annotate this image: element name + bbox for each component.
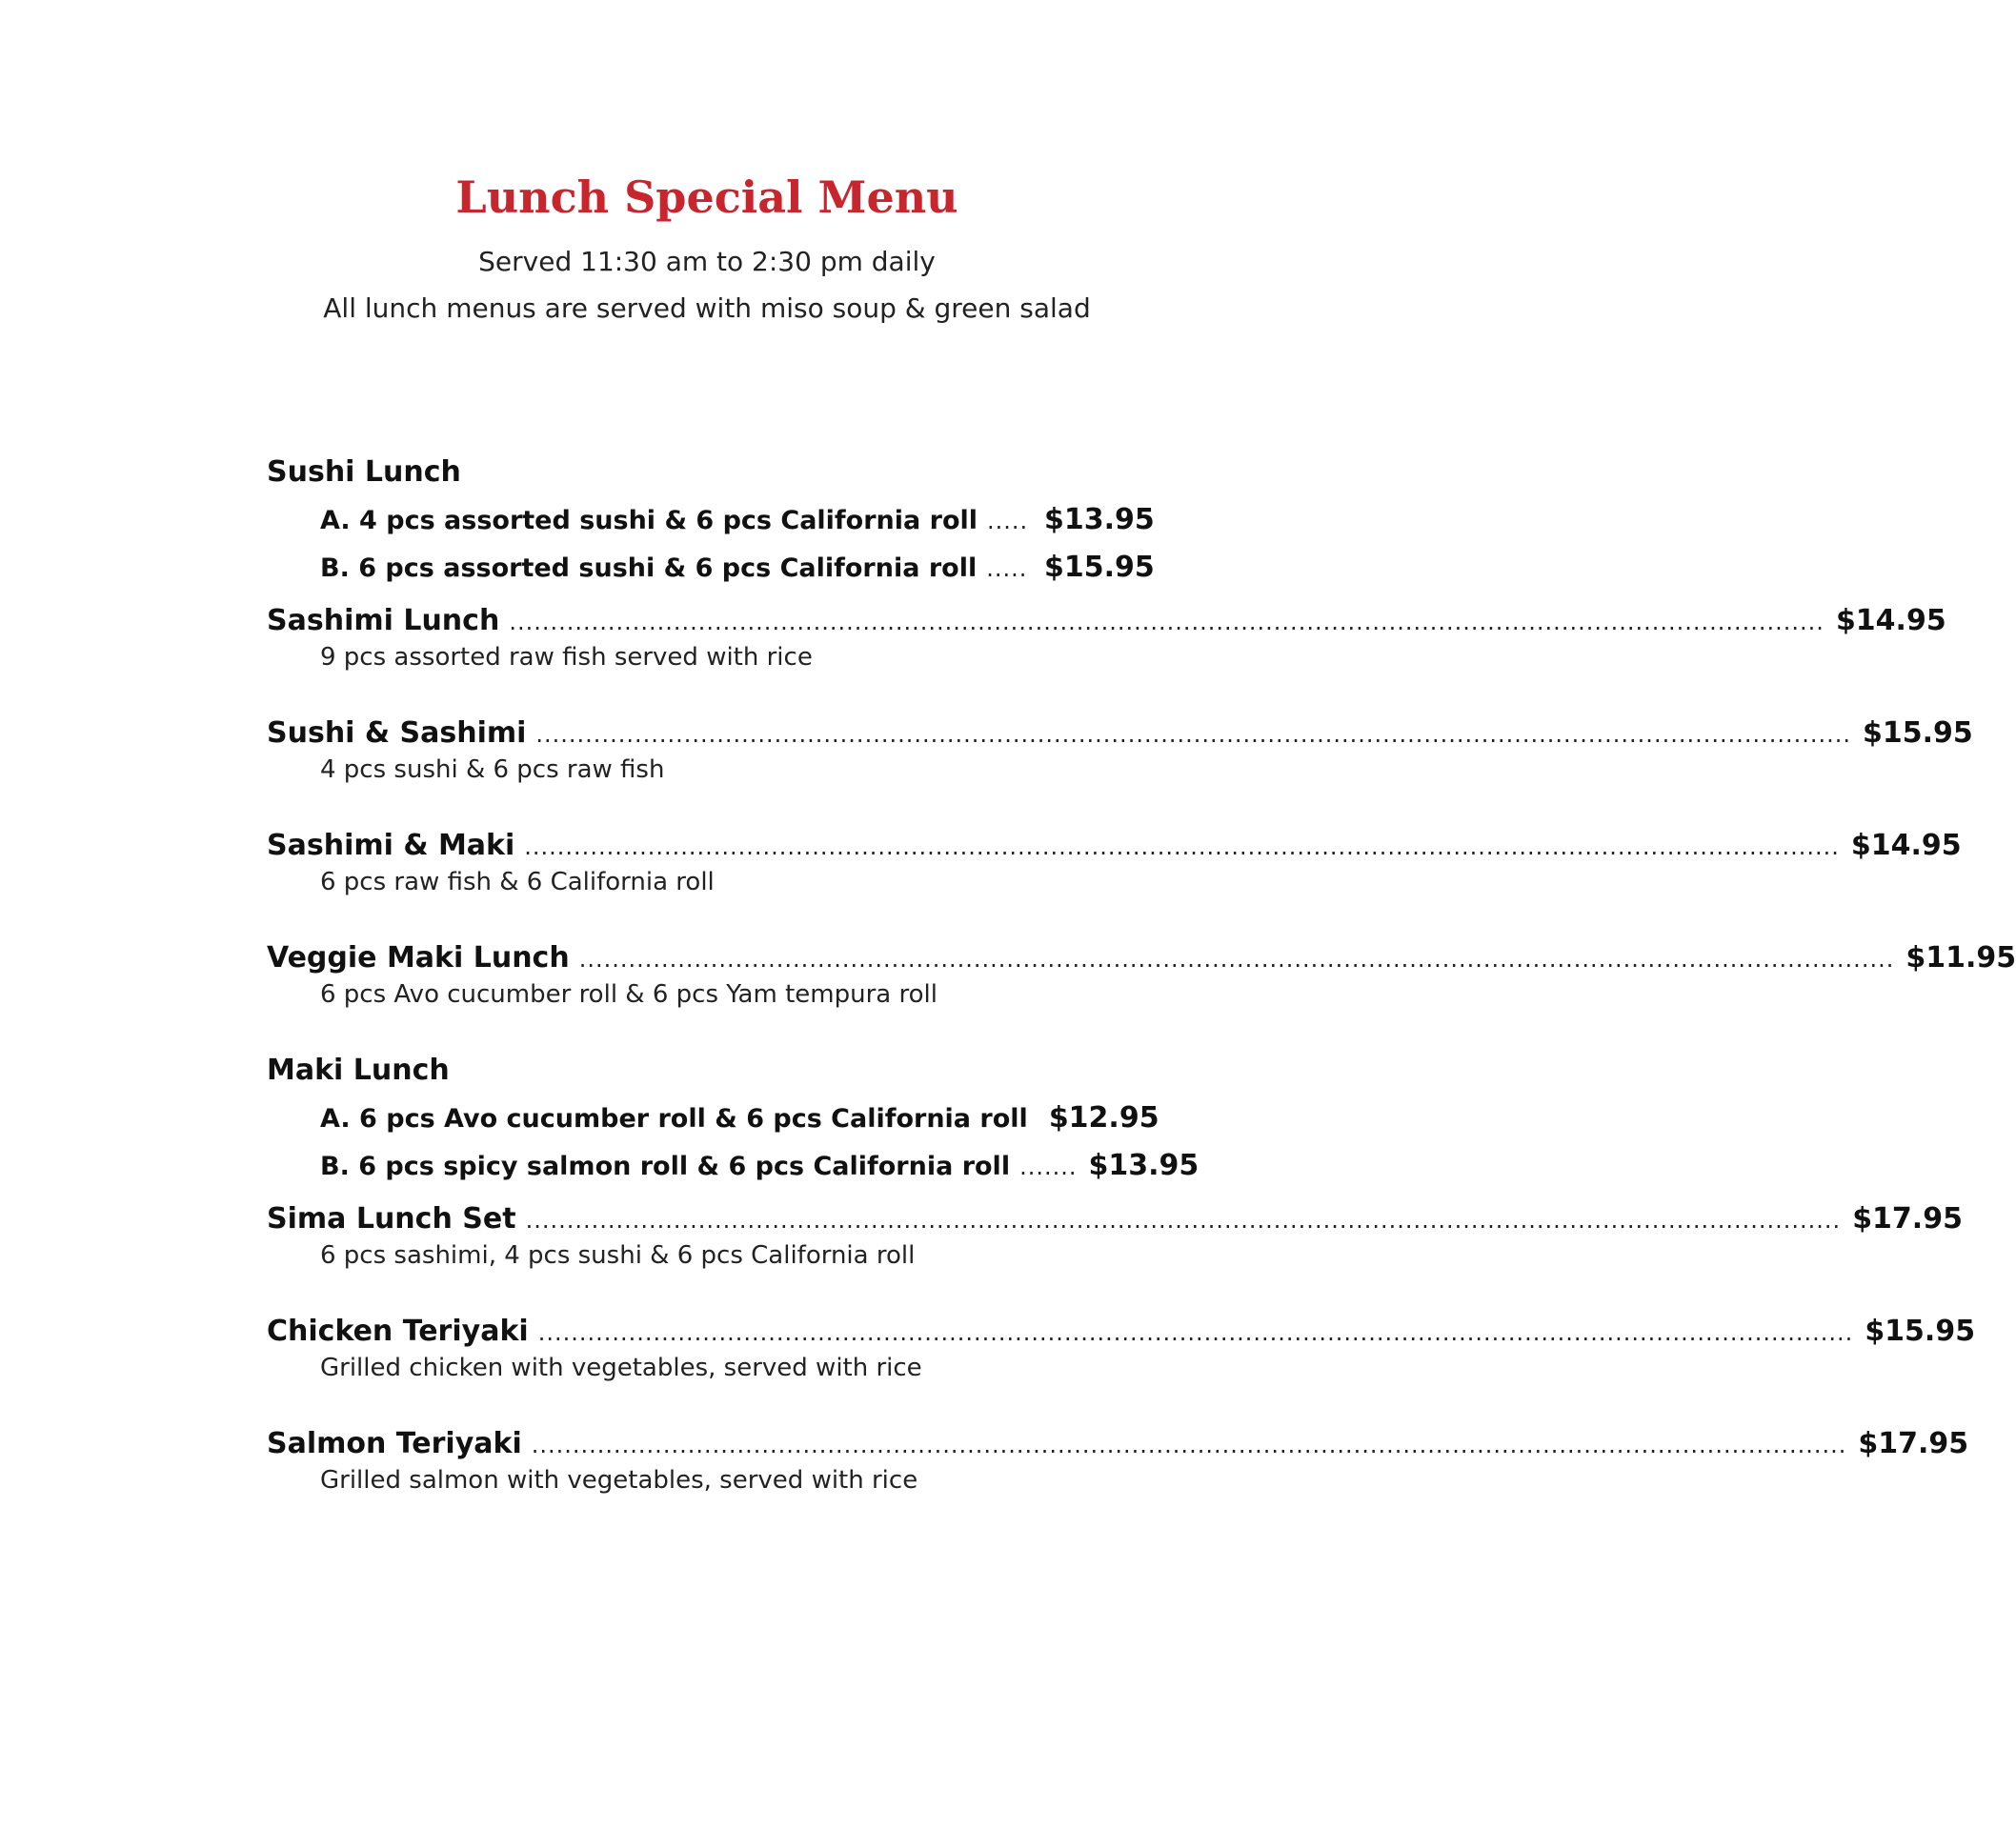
item-description: 6 pcs Avo cucumber roll & 6 pcs Yam tempura roll: [320, 980, 937, 1009]
menu-item-sushi-sashimi: [267, 714, 1973, 786]
page-title: Lunch Special Menu: [455, 171, 958, 223]
menu-section-sushi-lunch: [267, 452, 1155, 588]
item-description: Grilled chicken with vegetables, served with rice: [320, 1354, 922, 1382]
menu-option: [267, 1146, 1200, 1186]
menu-item-salmon-teriyaki: [267, 1424, 1969, 1497]
dot-leader: ................................................................................................................................................................: [537, 1319, 1854, 1346]
option-price: $13.95: [1088, 1149, 1200, 1182]
item-price: $17.95: [1858, 1427, 1969, 1460]
option-name: B. 6 pcs assorted sushi & 6 pcs California roll: [320, 553, 978, 583]
menu-section-maki-lunch: [267, 1051, 1200, 1186]
menu-item-sashimi-maki: [267, 826, 1962, 898]
item-name: Salmon Teriyaki: [267, 1427, 522, 1460]
item-price: $14.95: [1835, 604, 1946, 637]
item-name: Sushi & Sashimi: [267, 716, 527, 750]
option-name: A. 4 pcs assorted sushi & 6 pcs California roll: [320, 506, 978, 535]
item-name: Sashimi Lunch: [267, 604, 500, 637]
item-name: Veggie Maki Lunch: [267, 941, 570, 975]
dot-leader: ................................................................................................................................................................: [531, 1432, 1847, 1458]
item-price: $15.95: [1863, 716, 1973, 750]
item-price: $15.95: [1865, 1315, 1976, 1348]
dot-leader: ................................................................................................................................................................: [578, 946, 1895, 973]
option-price: $15.95: [1044, 551, 1155, 584]
item-description: 9 pcs assorted raw fish served with rice: [320, 643, 813, 672]
item-description: Grilled salmon with vegetables, served with rice: [320, 1466, 918, 1495]
option-price: $13.95: [1044, 503, 1155, 536]
serving-note: All lunch menus are served with miso soup & green salad: [323, 292, 1091, 324]
menu-item-sima-lunch-set: [267, 1199, 1963, 1272]
dot-leader: ................................................................................................................................................................: [535, 721, 1852, 748]
dot-leader: ................................................................................................................................................................: [525, 1207, 1842, 1234]
dot-leader: ................................................................................................................................................................: [524, 834, 1840, 860]
option-name: A. 6 pcs Avo cucumber roll & 6 pcs California roll: [320, 1104, 1028, 1134]
menu-list: [267, 452, 2016, 1537]
item-name: Sima Lunch Set: [267, 1202, 516, 1236]
item-description: 6 pcs raw fish & 6 California roll: [320, 868, 715, 896]
menu-item-sashimi-lunch: [267, 601, 1946, 673]
option-price: $12.95: [1048, 1101, 1159, 1135]
item-price: $17.95: [1852, 1202, 1963, 1236]
dot-leader: .....: [986, 555, 1028, 582]
option-name: B. 6 pcs spicy salmon roll & 6 pcs California roll: [320, 1152, 1011, 1181]
serving-hours: Served 11:30 am to 2:30 pm daily: [478, 246, 936, 277]
dot-leader: .....: [987, 508, 1029, 534]
section-heading: Maki Lunch: [267, 1054, 450, 1087]
dot-leader: .......: [1019, 1154, 1078, 1180]
item-price: $14.95: [1850, 829, 1962, 862]
item-name: Sashimi & Maki: [267, 829, 515, 862]
dot-leader: ................................................................................................................................................................: [509, 609, 1824, 635]
item-description: 4 pcs sushi & 6 pcs raw fish: [320, 755, 665, 784]
item-name: Chicken Teriyaki: [267, 1315, 529, 1348]
menu-item-chicken-teriyaki: [267, 1312, 1976, 1384]
menu-option: [267, 548, 1155, 588]
menu-option: [267, 500, 1155, 540]
section-heading: Sushi Lunch: [267, 455, 461, 489]
menu-item-veggie-maki-lunch: [267, 938, 2016, 1011]
menu-option: [267, 1098, 1159, 1138]
item-price: $11.95: [1905, 941, 2016, 975]
item-description: 6 pcs sashimi, 4 pcs sushi & 6 pcs California roll: [320, 1241, 916, 1270]
